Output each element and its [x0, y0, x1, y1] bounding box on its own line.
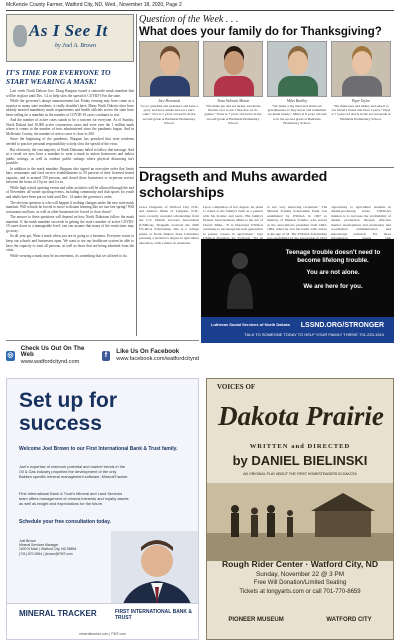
- column-paragraph: While high school sporting events and other activities will be allowed through the end of November, all winter sporting events, including community and club sports for youth and adults have been put on hold until Dec. 14 under the governor's order.: [6, 185, 134, 200]
- student-name: Miles Buckley: [286, 99, 308, 103]
- shirt-shape: [214, 76, 254, 97]
- column-headline: IT'S TIME FOR EVERYONE TO START WEARING A MASK!: [6, 68, 111, 86]
- column-paragraph: While wearing a mask may be inconvenient, it's something that we all need to do.: [10, 253, 128, 258]
- shirt-shape: [150, 76, 190, 97]
- article-column: opportunity to agriculture students in durum-producing states. USDGA's mission is to increase the profitability of durum production through effective market development and promotion and coordinated communication and educational outreach. For more: [331, 205, 391, 236]
- fibt-logo: FIRST INTERNATIONAL BANK & TRUST: [115, 609, 193, 621]
- scholarship-article: [139, 169, 394, 344]
- student-name: Jace Hovestadt: [157, 99, 181, 103]
- qotw-person: [331, 41, 391, 125]
- qotw-photos: [139, 41, 394, 125]
- qotw-person: [139, 41, 199, 125]
- web-social-strip: [6, 340, 199, 370]
- ad-url-link[interactable]: LSSND.ORG/STRONGER: [300, 322, 384, 329]
- eye-icon: [13, 25, 27, 47]
- bank-ad-schedule: Schedule your free consultation today.: [19, 519, 111, 525]
- bank-ad-footer: [7, 603, 198, 639]
- website-url[interactable]: www.watfordcitynd.com: [20, 358, 80, 365]
- bank-advertisement[interactable]: [6, 378, 199, 640]
- bank-ad-paragraph: First International Bank & Trust's Mineral and Land Services team offers management of mineral interests and royalty assets as well as insight and expectations for the future.: [19, 491, 129, 506]
- play-venue: Rough Rider Center · Watford City, ND: [221, 559, 379, 569]
- ad-footer-bar: [201, 317, 394, 343]
- play-credit-label: WRITTEN and DIRECTED: [249, 443, 351, 450]
- running-header-text: McKenzie County Farmer, Watford City, ND, Wed., November 18, 2020, Page 2: [6, 2, 182, 8]
- play-title: Dakota Prairie: [218, 401, 384, 431]
- play-advertisement[interactable]: [206, 378, 394, 640]
- student-photo: [139, 41, 199, 97]
- column-paragraph: Since the beginning of the pandemic, Burgum has preached that state residents needed to practice personal responsibility to help slow the spread of the virus.: [6, 137, 134, 147]
- face-shape: [352, 51, 372, 75]
- bank-ad-welcome: Welcome Joel Brown to our First International Bank & Trust family.: [19, 446, 178, 452]
- student-name: Tessa Valencia Munoz: [217, 99, 249, 103]
- play-kicker: VOICES OF: [217, 383, 256, 391]
- bank-ad-urls[interactable]: mineraltracker.com | FIBT.com: [78, 632, 127, 636]
- student-answer: "We make pie and eat turkey and invite friends over to eat. I like that we do games." Tessa is 7 years old and is in the second grade at Badlands Elementary School.: [204, 104, 262, 125]
- ad-phone: TALK TO SOMEONE TODAY TO HELP YOUR FAMILY THRIVE 701-223-1510: [244, 332, 384, 337]
- watford-city-logo: WATFORD CITY: [326, 617, 372, 623]
- column-divider: [136, 14, 137, 336]
- student-photo: [203, 41, 263, 97]
- qotw-question: What does your family do for Thanksgiving?: [139, 26, 382, 38]
- mineral-tracker-logo: MINERAL TRACKER: [19, 609, 97, 618]
- column-paragraph: In addition to the mask mandate, Burgum also signed an executive order that limits bars, restaurants and food service establishments to 50 percent of their licensed seated capacity, and to around 150 persons, and closed these businesses to in-person service between the hours of 10 p.m. and 4 a.m.: [6, 166, 134, 185]
- pioneer-museum-logo: PIONEER MUSEUM: [228, 617, 284, 623]
- editorial-column: [6, 14, 134, 336]
- question-of-the-week: [139, 14, 394, 166]
- shirt-shape: [278, 76, 318, 97]
- teen-silhouette-icon: [223, 249, 257, 309]
- facebook-promo[interactable]: [116, 349, 199, 362]
- column-paragraph: The obvious question is who will happen if nothing changes under the new state mask mandate. Will schools be forced to move to distant learning like we saw last spring? Will restaurants and bars, as well as other businesses be forced to close down?: [6, 200, 134, 214]
- article-column: Upon completion of her degree, he plans to return to his family's farm as a partner with his brother and uncle. His family's Pioneer Seed business, Muhs is the son of Cheryl Muhs. "It is important USDGA continues to encourage the next generation to pursue careers in agriculture," says: [203, 205, 263, 236]
- globe-icon: ◎: [7, 351, 14, 359]
- qotw-person: [203, 41, 263, 125]
- qotw-label: Question of the Week . . .: [139, 14, 239, 25]
- running-header: [6, 2, 394, 11]
- face-shape: [160, 51, 180, 75]
- facebook-url[interactable]: www.facebook.com/watfordcitynd: [116, 355, 199, 362]
- website-promo-label: Check Us Out On The Web: [20, 344, 85, 359]
- bank-ad-contact: Joel Brown Mineral Services Manager 1600 N Main | Watford City, ND 58854 (701) 870-0564 | jbrown@FIBT.com: [19, 539, 77, 556]
- play-tickets[interactable]: Tickets at longyarts.com or call 701-770-8659: [239, 589, 361, 595]
- column-paragraph: Last week North Dakota Gov. Doug Burgum issued a statewide mask mandate that will be in place until Dec. 14, to help slow the spread of COVID-19 in the state.: [6, 89, 134, 98]
- lssnd-logo: Lutheran Social Services of North Dakota: [211, 322, 290, 327]
- ad-line-here: We are here for you.: [303, 283, 363, 290]
- article-headline: Dragseth and Muhs awarded scholarships: [139, 169, 328, 201]
- student-answer: "We make pies and turkey and take it to our friend's house and have a party." Piper is 7 years old and is in the second grade at Badlands Elementary School.: [331, 104, 391, 121]
- column-title: As I See It: [29, 21, 108, 40]
- shirt-shape: [342, 76, 382, 97]
- facebook-promo-label: Like Us On Facebook: [116, 347, 180, 355]
- bank-ad-paragraph: Joel's expertise of reservoir potential and market trends in the Oil & Gas industry propelled the development of the only Bakken specific mineral management software, MineralTracker.: [19, 464, 129, 479]
- sponsor-logos: [207, 609, 393, 631]
- play-admission: Free Will Donation/Limited Seating: [253, 580, 347, 586]
- column-paragraph: So all year get, Wear a mask when you are in going to a business. Everyone wants to keep our schools and businesses open. We want to see our healthcare system be able to have the capacity to treat all persons, as well as those that are being admitted from the virus.: [6, 234, 134, 253]
- section-divider: [139, 167, 394, 168]
- qotw-person: [267, 41, 327, 125]
- column-paragraph: While the governor's abrupt announcement last Friday evening may have come as a surprise to many state residents, it really shouldn't have. Many North Dakota cities have already enacted mandatory mask requirements and health officials across the state have been calling for a mandate as the number of COVID-19 cases continues to rise.: [6, 99, 134, 117]
- play-date: Sunday, November 22 @ 3 PM: [255, 571, 345, 578]
- column-banner: [6, 14, 134, 62]
- column-byline: by Joel A. Brown: [55, 43, 96, 49]
- homestead-photo: [207, 483, 394, 561]
- bank-ad-headline: Set up for success: [19, 389, 117, 435]
- student-name: Piper Taylor: [351, 99, 371, 103]
- column-paragraph: And the number of active cases stands to be a concern for everyone. As of Sunday, North Dakota had 10,000 active coronavirus cases and were over the 1 million mark where it comes to the number of tests administered since the pandemic began. And in McKenzie County, the number of active cases is close to 200.: [6, 118, 134, 136]
- article-column: Grace Dragseth, of Watford City, N.D., and Andrew Muhs of Langdon, N.D., were recently awarded scholarships from the U.S. Durum Growers Association (USDGA). Dragseth received the 2020 US-DGA Scholarship. She is a college senior at North Dakota State University pursuing a bachelor's degree in agriculture education, with a minor in extension.: [139, 205, 199, 245]
- student-photo: [331, 41, 391, 97]
- teen-trouble-ad[interactable]: [201, 239, 394, 343]
- website-promo[interactable]: [21, 346, 90, 366]
- column-body: [6, 89, 134, 258]
- ad-headline: Teenage trouble doesn't need to become lifelong trouble.: [285, 249, 381, 264]
- face-shape: [288, 51, 308, 75]
- student-photo: [267, 41, 327, 97]
- student-answer: "Go to grandma and grandpa's and have a party and have drinks and eat a pie's cake." Jace is 7 years old and is in the second grade at Badlands Elementary School.: [139, 104, 199, 125]
- play-tagline: AN ORIGINAL PLAY ABOUT THE FIRST HOMESTEADERS IN DAKOTA: [243, 472, 357, 476]
- face-shape: [224, 51, 244, 75]
- ad-line-alone: You are not alone.: [306, 269, 360, 276]
- play-author: by DANIEL BIELINSKI: [232, 453, 368, 468]
- column-paragraph: But obviously, the vast majority of North Dakotans failed to follow that message. And as a result we now have a mandate to wear a mask in indoor businesses and indoor public settings, as well as outdoor public settings where physical distancing isn't possible.: [6, 147, 134, 166]
- article-column: to two very deserving recipients." The Mission Schultz Scholarship Fund was established by USDGA in 1997 in memory of Mission Schultz, who served as the association's president from 1962-1964, when he lost his battle with cancer at the age of 53. The USDGA Scholarship: [267, 205, 327, 236]
- column-paragraph: The answer to these questions will depend on how North Dakotans follow the mask mandate. If the mask mandate succeeds in getting the state's number of active COVID-19 cases down to a manageable level, one can assume that many of the restrictions may go away.: [6, 215, 134, 233]
- student-answer: "We make a big meal and invite our grandparents so they know and remember we made turkey." Miles is 8 years old and is in the second grade at Badlands Elementary School.: [267, 104, 327, 125]
- facebook-icon: f: [102, 351, 111, 361]
